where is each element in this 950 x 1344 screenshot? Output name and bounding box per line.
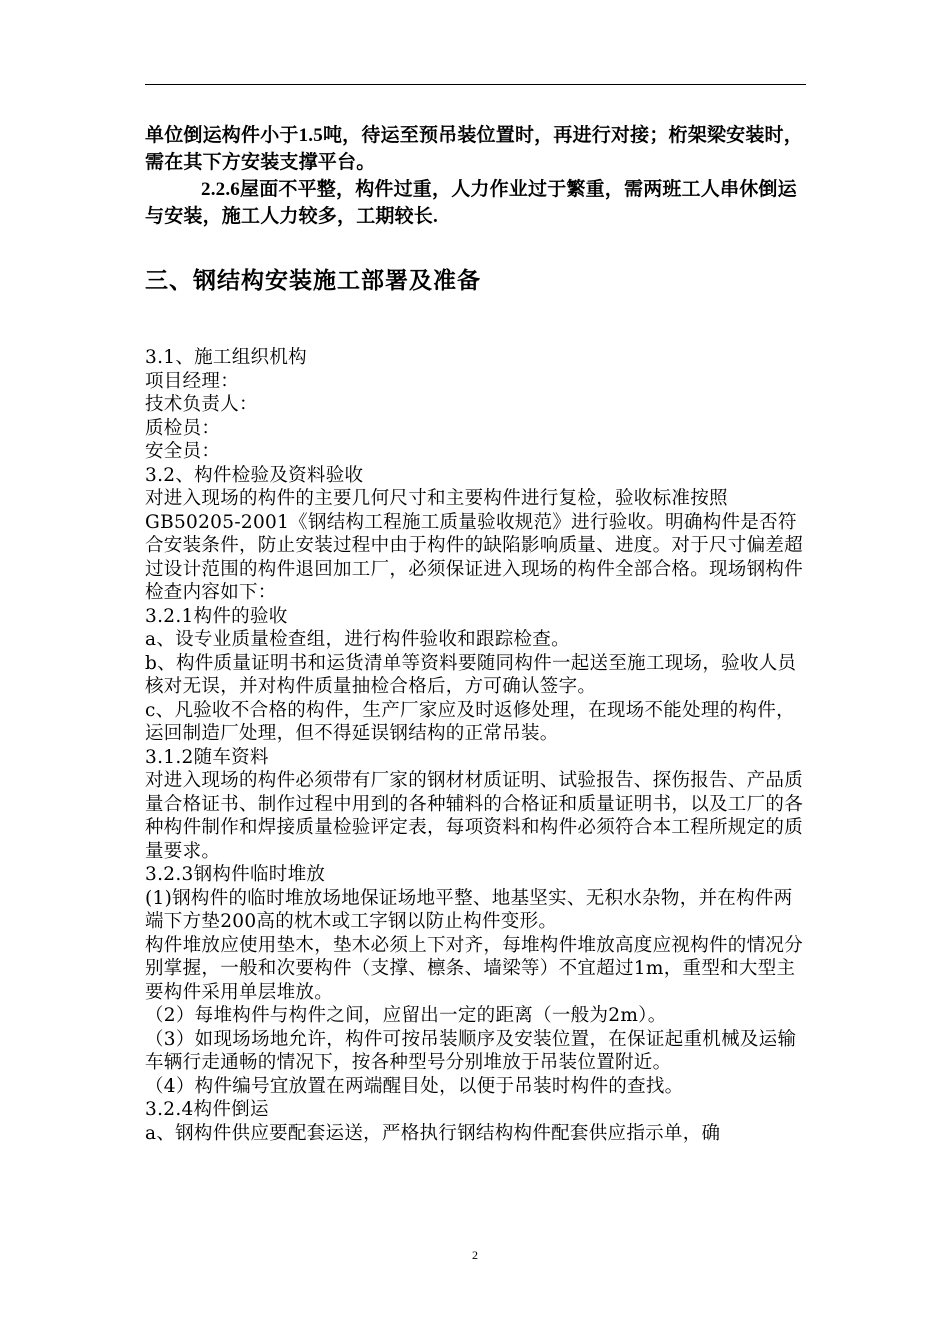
header-rule [145, 84, 806, 85]
heading-3-2-1: 3.2.1构件的验收 [145, 605, 288, 627]
item-b: b、构件质量证明书和运货清单等资料要随同构件一起送至施工现场，验收人员核对无误，并对构件质量抽检合格后，方可确认签字。 [145, 652, 797, 697]
body-text [145, 346, 810, 1145]
item-2: （2）每堆构件与构件之间，应留出一定的距离（一般为2m）。 [145, 1005, 667, 1026]
item-3: （3）如现场场地允许，构件可按吊装顺序及安装位置，在保证起重机械及运输车辆行走通畅的情况下，按各种型号分别堆放于吊装位置附近。 [145, 1028, 797, 1073]
page-number: 2 [472, 1248, 478, 1262]
role-quality-inspector: 质检员： [145, 417, 221, 439]
paragraph-stacking: 构件堆放应使用垫木，垫木必须上下对齐，每堆构件堆放高度应视构件的情况分别掌握，一般和次要构件（支撑、檩条、墙梁等）不宜超过1m，重型和大型主要构件采用单层堆放。 [145, 934, 804, 1003]
page-content [145, 122, 810, 1145]
role-project-manager: 项目经理： [145, 370, 240, 392]
heading-3-1: 3.1、施工组织机构 [145, 347, 307, 368]
intro-paragraph-2: 2.2.6屋面不平整，构件过重，人力作业过于繁重，需两班工人串休倒运与安装，施工人力较多，工期较长. [145, 179, 797, 227]
role-safety-officer: 安全员： [145, 441, 221, 462]
item-a-transport: a、钢构件供应要配套运送，严格执行钢结构构件配套供应指示单，确 [145, 1122, 721, 1144]
item-4: （4）构件编号宜放置在两端醒目处，以便于吊装时构件的查找。 [145, 1075, 684, 1097]
section-title: 三、钢结构安装施工部署及准备 [145, 268, 481, 294]
intro-paragraph-1: 单位倒运构件小于1.5吨，待运至预吊装位置时，再进行对接；桁架梁安装时，需在其下方安装支撑平台。 [145, 125, 803, 173]
heading-3-2: 3.2、构件检验及资料验收 [145, 464, 364, 486]
heading-3-1-2: 3.1.2随车资料 [145, 746, 269, 768]
heading-3-2-4: 3.2.4构件倒运 [145, 1099, 269, 1120]
paragraph-inspection: 对进入现场的构件的主要几何尺寸和主要构件进行复检，验收标准按照GB50205-2001《钢结构工程施工质量验收规范》进行验收。明确构件是否符合安装条件，防止安装过程中由于构件的缺陷影响质量、进度。对于尺寸偏差超过设计范围的构件退回加工厂，必须保证进入现场的构件全部合格。现场钢构件检查内容如下： [145, 488, 804, 603]
item-c: c、凡验收不合格的构件，生产厂家应及时返修处理，在现场不能处理的构件，运回制造厂处理，但不得延误钢结构的正常吊装。 [145, 699, 795, 744]
paragraph-documents: 对进入现场的构件必须带有厂家的钢材材质证明、试验报告、探伤报告、产品质量合格证书、制作过程中用到的各种辅料的合格证和质量证明书，以及工厂的各种构件制作和焊接质量检验评定表，每项资料和构件必须符合本工程所规定的质量要求。 [145, 770, 804, 862]
role-technical-lead: 技术负责人： [145, 394, 258, 415]
item-1: (1)钢构件的临时堆放场地保证场地平整、地基坚实、无积水杂物，并在构件两端下方垫200高的枕木或工字钢以防止构件变形。 [145, 887, 793, 932]
heading-3-2-3: 3.2.3钢构件临时堆放 [145, 864, 326, 885]
item-a: a、设专业质量检查组，进行构件验收和跟踪检查。 [145, 629, 570, 650]
